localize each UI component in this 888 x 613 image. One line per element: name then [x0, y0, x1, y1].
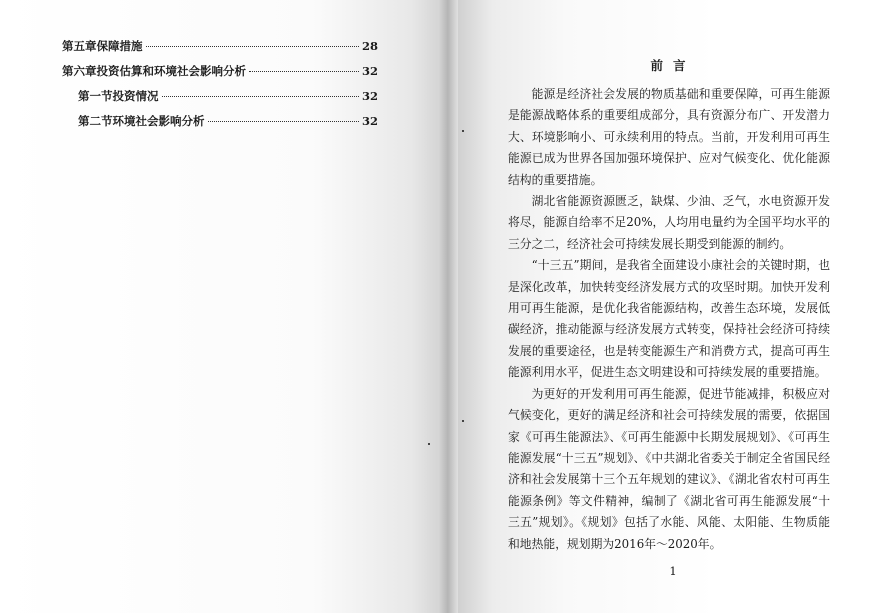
- toc-entry-page: 32: [361, 89, 378, 103]
- toc-entry-page: 28: [361, 39, 378, 53]
- toc-entry-title: 第六章投资估算和环境社会影响分析: [62, 64, 246, 78]
- toc-dot-leader: [249, 71, 359, 72]
- table-of-contents: [62, 38, 378, 138]
- scan-mark: [428, 443, 430, 445]
- toc-entry-title: 第一节投资情况: [78, 89, 159, 103]
- toc-entry: [62, 113, 378, 138]
- toc-entry-page: 32: [361, 64, 378, 78]
- toc-entry-page: 32: [361, 114, 378, 128]
- toc-entry-title: 第二节环境社会影响分析: [78, 114, 205, 128]
- toc-entry: [62, 38, 378, 63]
- toc-dot-leader: [146, 46, 359, 47]
- toc-entry: [62, 63, 378, 88]
- book-gutter: [438, 0, 460, 613]
- paragraph: 能源是经济社会发展的物质基础和重要保障，可再生能源是能源战略体系的重要组成部分，具有资源分布广、开发潜力大、环境影响小、可永续利用的特点。当前，开发利用可再生能源已成为世界各国加强环境保护、应对气候变化、优化能源结构的重要措施。: [508, 87, 830, 187]
- paragraph: 为更好的开发利用可再生能源，促进节能减排，积极应对气候变化，更好的满足经济和社会可持续发展的需要，依据国家《可再生能源法》、《可再生能源中长期发展规划》、《可再生能源发展“十三五”规划》、《中共湖北省委关于制定全省国民经济和社会发展第十三个五年规划的建议》、《湖北省农村可再生能源条例》等文件精神，编制了《湖北省可再生能源发展“十三五”规划》。《规划》包括了水能、风能、太阳能、生物质能和地热能，规划期为2016年～2020年。: [508, 386, 830, 551]
- preface-body: [508, 84, 830, 555]
- toc-dot-leader: [162, 96, 359, 97]
- toc-dot-leader: [208, 121, 359, 122]
- toc-entry: [62, 88, 378, 113]
- paragraph: “十三五”期间，是我省全面建设小康社会的关键时期，也是深化改革，加快转变经济发展方式的攻坚时期。加快开发利用可再生能源，是优化我省能源结构，改善生态环境，发展低碳经济，推动能源与经济发展方式转变，保持社会经济可持续发展的重要途径，也是转变能源生产和消费方式，提高可再生能源利用水平，促进生态文明建设和可持续发展的重要措施。: [508, 258, 830, 380]
- page-number: 1: [669, 564, 677, 578]
- preface-heading: 前言: [650, 58, 696, 73]
- scan-mark: [462, 130, 464, 132]
- scan-mark: [462, 420, 464, 422]
- right-page: [458, 0, 888, 613]
- toc-entry-title: 第五章保障措施: [62, 39, 143, 53]
- paragraph: 湖北省能源资源匮乏，缺煤、少油、乏气，水电资源开发将尽，能源自给率不足20%，人均用电量约为全国平均水平的三分之二，经济社会可持续发展长期受到能源的制约。: [508, 194, 830, 251]
